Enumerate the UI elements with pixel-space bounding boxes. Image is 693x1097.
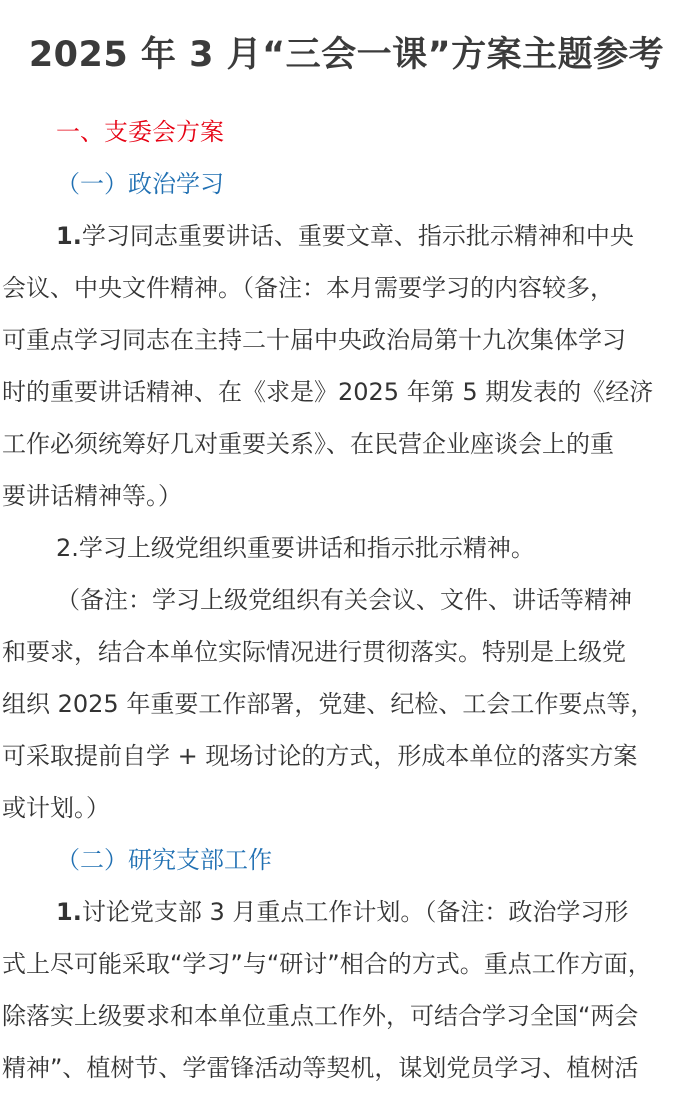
subsection-heading-political-study: （一）政治学习: [56, 170, 224, 198]
subsection-heading-branch-work: （二）研究支部工作: [56, 846, 272, 874]
section-heading-branch-committee: 一、支委会方案: [56, 118, 224, 146]
paragraph-text: 学习同志重要讲话、重要文章、指示批示精神和中央 会议、中央文件精神。（备注：本月需要学习的内容较多， 可重点学习同志在主持二十届中央政治局第十九次集体学习 时的重要讲话精神、在《求是》2025 年第 5 期发表的《经济 工作必须统筹好几对重要关系》、在民营企业座谈会上的重 要讲话精神等。）: [2, 222, 654, 510]
item-number: 1.: [56, 898, 82, 926]
document-body: [2, 106, 691, 1094]
paragraph-item-1-1: [2, 210, 691, 522]
paragraph-item-2-1: [2, 886, 691, 1094]
paragraph-text: 讨论党支部 3 月重点工作计划。（备注：政治学习形 式上尽可能采取“学习”与“研讨”相合的方式。重点工作方面， 除落实上级要求和本单位重点工作外，可结合学习全国“两会 精神”、植树节、学雷锋活动等契机，谋划党员学习、植树活: [2, 898, 652, 1082]
paragraph-item-1-2-note: （备注：学习上级党组织有关会议、文件、讲话等精神 和要求，结合本单位实际情况进行贯彻落实。特别是上级党 组织 2025 年重要工作部署，党建、纪检、工会工作要点等， 可采取提前自学 + 现场讨论的方式，形成本单位的落实方案 或计划。）: [2, 586, 655, 822]
paragraph-item-1-2: 2.学习上级党组织重要讲话和指示批示精神。: [56, 534, 535, 562]
item-number: 1.: [56, 222, 82, 250]
document-title: 2025 年 3 月“三会一课”方案主题参考: [28, 35, 665, 75]
